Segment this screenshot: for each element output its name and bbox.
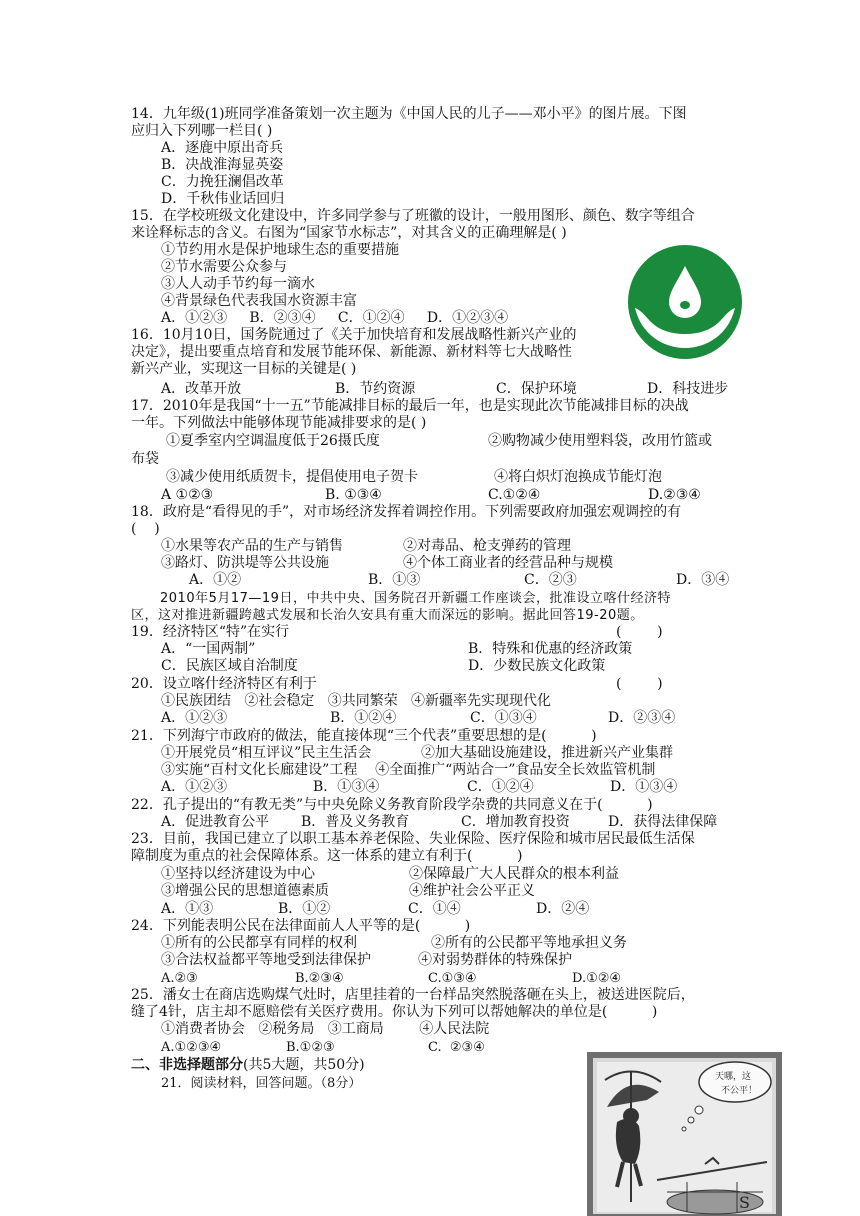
q14-stem: 应归入下列哪一栏目( ) (131, 123, 273, 139)
q15-item-4: ④背景绿色代表我国水资源丰富 (161, 293, 357, 309)
q23-item-3: ③增强公民的思想道德素质 (161, 883, 329, 899)
q24-item-1: ①所有的公民都享有同样的权利 (161, 935, 357, 951)
q17-stem: 一年。下列做法中能够体现节能减排要求的是( ) (131, 415, 427, 431)
q20-option-d: D．②③④ (608, 710, 676, 726)
q23-item-2: ②保障最广大人民群众的根本利益 (409, 866, 619, 882)
q15-item-1: ①节约用水是保护地球生态的重要措施 (161, 242, 399, 258)
q15-stem: 15．在学校班级文化建设中，许多同学参与了班徽的设计，一般用图形、颜色、数字等组合 (131, 208, 695, 224)
cartoon-bubble-text: 不公平！ (721, 1086, 758, 1096)
q17-item-1: ①夏季室内空调温度低于26摄氏度 (166, 433, 380, 449)
q18-stem: ( ) (131, 521, 160, 537)
essay-q21-prompt: 21．阅读材料，回答问题。（8分） (161, 1076, 362, 1091)
q16-option-b: B．节约资源 (335, 381, 416, 397)
q15-stem: 来诠释标志的含义。右图为“国家节水标志”，对其含义的正确理解是( ) (131, 225, 567, 241)
cartoon-bubble-text: 天哪，这 (715, 1072, 752, 1082)
section-heading (131, 1057, 365, 1074)
q18-stem: 18．政府是“看得见的手”，对市场经济发挥着调控作用。下列需要政府加强宏观调控的有 (131, 504, 682, 520)
q18-option-a: A．①② (189, 572, 242, 588)
q22-option-a: A．促进教育公平 (161, 814, 270, 830)
q17-item-2: ②购物减少使用塑料袋，改用竹篮或 (488, 433, 712, 449)
q14-option-c: C．力挽狂澜倡改革 (161, 174, 284, 190)
q18-option-d: D．③④ (676, 572, 730, 588)
q16-stem: 新兴产业，实现这一目标的关键是( ) (131, 361, 357, 377)
q25-option-c: C. ②③④ (428, 1040, 485, 1055)
q19-stem: 19．经济特区“特”在实行 (131, 624, 290, 640)
q22-stem: 22．孔子提出的“有教无类”与中央免除义务教育阶段学杂费的共同意义在于( ) (131, 797, 653, 813)
q14-option-b: B．决战淮海显英姿 (161, 157, 284, 173)
q14-option-d: D．千秋伟业话回归 (161, 191, 285, 207)
q17-item-4: ④将白炽灯泡换成节能灯泡 (494, 469, 662, 485)
q17-option-b: B. ①③④ (325, 487, 382, 503)
q16-option-a: A．改革开放 (161, 381, 242, 397)
q23-option-c: C．①④ (408, 901, 461, 917)
cartoon-coin-letter: S (739, 1193, 750, 1212)
q16-option-d: D．科技进步 (647, 381, 729, 397)
q24-item-3: ③合法权益都平等地受到法律保护 (161, 952, 371, 968)
q17-stem: 17．2010年是我国“十一五”节能减排目标的最后一年，也是实现此次节能减排目标的决战 (131, 398, 689, 414)
q17-item-2-cont: 布袋 (131, 451, 159, 467)
q22-option-c: C．增加教育投资 (461, 814, 570, 830)
q25-option-a: A.①②③④ (161, 1040, 222, 1055)
q20-option-a: A．①②③ (161, 710, 228, 726)
q17-option-d: D.②③④ (648, 487, 701, 503)
q21-item-2: ②加大基础设施建设，推进新兴产业集群 (421, 745, 673, 761)
q18-option-b: B．①③ (368, 572, 421, 588)
q19-option-a: A．“一国两制” (161, 641, 256, 657)
q21-option-b: B．①③④ (313, 779, 380, 795)
q21-item-1: ①开展党员“相互评议”民主生活会 (161, 745, 372, 761)
q24-stem: 24．下列能表明公民在法律面前人人平等的是( ) (131, 918, 471, 934)
q15-options: A．①②③ B．②③④ C．①②④ D．①②③④ (161, 310, 509, 326)
q23-stem: 障制度为重点的社会保障体系。这一体系的建立有利于( ) (131, 848, 523, 864)
q18-item-2: ②对毒品、枪支弹药的管理 (403, 538, 571, 554)
material-text: 2010年5月17—19日，中共中央、国务院召开新疆工作座谈会，批准设立喀什经济特 (160, 591, 671, 606)
q23-item-1: ①坚持以经济建设为中心 (161, 866, 315, 882)
q22-option-d: D．获得法律保障 (608, 814, 718, 830)
q15-item-2: ②节水需要公众参与 (161, 259, 287, 275)
q24-option-a: A.②③ (161, 971, 198, 986)
q21-option-c: C．①②④ (467, 779, 534, 795)
q25-stem: 25．潘女士在商店选购煤气灶时，店里挂着的一台样品突然脱落砸在头上，被送进医院后， (131, 987, 695, 1003)
q23-item-4: ④维护社会公平正义 (409, 883, 535, 899)
q16-option-c: C．保护环境 (496, 381, 577, 397)
cartoon-unfair-scale-icon (587, 1052, 782, 1216)
q18-item-3: ③路灯、防洪堤等公共设施 (161, 555, 329, 571)
q23-option-d: D．②④ (536, 901, 590, 917)
q14-option-a: A．逐鹿中原出奇兵 (161, 140, 284, 156)
q24-item-4: ④对弱势群体的特殊保护 (418, 952, 572, 968)
q16-stem: 16．10月10日，国务院通过了《关于加快培育和发展战略性新兴产业的 (131, 327, 577, 343)
q21-stem: 21．下列海宁市政府的做法，能直接体现“三个代表”重要思想的是( ) (131, 728, 597, 744)
q23-option-b: B．①② (278, 901, 331, 917)
q24-option-b: B.②③④ (295, 971, 344, 986)
q16-stem: 决定》，提出要重点培育和发展节能环保、新能源、新材料等七大战略性 (131, 344, 572, 360)
q24-option-d: D.①②④ (572, 971, 622, 986)
water-saving-logo-icon (627, 244, 743, 360)
q14-stem: 14．九年级(1)班同学准备策划一次主题为《中国人民的儿子——邓小平》的图片展。下图 (131, 106, 687, 122)
q25-items: ①消费者协会 ②税务局 ③工商局 ④人民法院 (161, 1021, 490, 1037)
q20-option-c: C．①③④ (470, 710, 537, 726)
q19-option-d: D．少数民族文化政策 (468, 658, 606, 674)
material-text: 区，这对推进新疆跨越式发展和长治久安具有重大而深远的影响。据此回答19-20题。 (131, 608, 644, 623)
q15-item-3: ③人人动手节约每一滴水 (161, 276, 315, 292)
q20-answer-paren: ( ) (616, 676, 663, 692)
q19-option-b: B．特殊和优惠的经济政策 (468, 641, 633, 657)
q21-items-3-4: ③实施“百村文化长廊建设”工程 ④全面推广“两站合一”食品安全长效监管机制 (161, 762, 656, 778)
q18-item-4: ④个体工商业者的经营品种与规模 (403, 555, 613, 571)
q17-item-3: ③减少使用纸质贺卡，提倡使用电子贺卡 (166, 469, 418, 485)
q24-option-c: C.①③④ (428, 971, 477, 986)
q18-option-c: C．②③ (524, 572, 577, 588)
q20-stem: 20．设立喀什经济特区有利于 (131, 676, 317, 692)
q20-items: ①民族团结 ②社会稳定 ③共同繁荣 ④新疆率先实现现代化 (161, 693, 552, 709)
q19-option-c: C．民族区域自治制度 (161, 658, 298, 674)
q25-option-b: B.①②③ (286, 1040, 335, 1055)
q17-option-c: C.①②④ (488, 487, 541, 503)
q23-option-a: A．①③ (161, 901, 214, 917)
q25-stem: 缝了4针，店主却不愿赔偿有关医疗费用。你认为下列可以帮她解决的单位是( ) (131, 1004, 658, 1020)
q18-item-1: ①水果等农产品的生产与销售 (161, 538, 343, 554)
q23-stem: 23．目前，我国已建立了以职工基本养老保险、失业保险、医疗保险和城市居民最低生活保 (131, 831, 695, 847)
q24-item-2: ②所有的公民都平等地承担义务 (431, 935, 627, 951)
q22-option-b: B．普及义务教育 (301, 814, 410, 830)
q21-option-d: D．①③④ (610, 779, 678, 795)
q17-option-a: A ①②③ (161, 487, 214, 503)
section-note: (共5大题，共50分) (243, 1057, 365, 1073)
q19-answer-paren: ( ) (616, 624, 663, 640)
q20-option-b: B．①②④ (330, 710, 397, 726)
q21-option-a: A．①②③ (161, 779, 228, 795)
section-title: 二、非选择题部分 (131, 1057, 243, 1073)
